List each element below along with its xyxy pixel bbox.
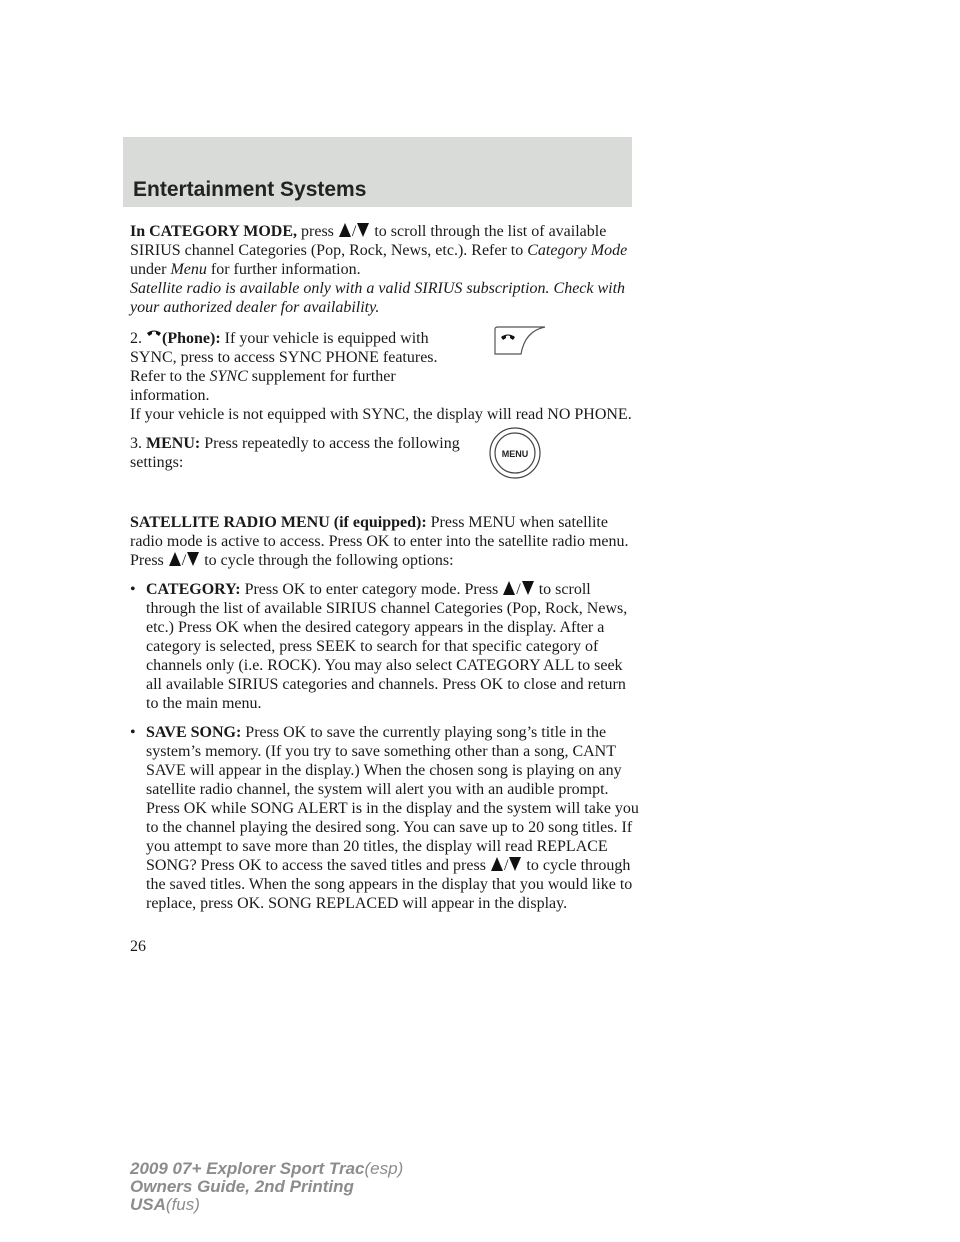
phone-paragraph: 2. (Phone): If your vehicle is equipped with SYNC, press to access SYNC PHONE features. Refer to the SYNC supplement for further information. xyxy=(130,327,470,405)
no-phone-note: If your vehicle is not equipped with SYNC, the display will read NO PHONE. xyxy=(130,406,632,423)
subscription-note: Satellite radio is available only with a valid SIRIUS subscription. Check with your authorized dealer for availability. xyxy=(130,280,626,316)
category-label: CATEGORY: xyxy=(146,581,241,598)
footer xyxy=(130,1160,403,1214)
bullet-dot: • xyxy=(130,581,136,598)
down-arrow-icon xyxy=(521,580,535,596)
phone-label: (Phone): xyxy=(162,330,221,347)
up-arrow-icon xyxy=(490,856,504,872)
page-body xyxy=(130,222,640,913)
up-arrow-icon xyxy=(338,222,352,238)
category-mode-ref: Category Mode xyxy=(527,242,628,259)
menu-button-icon xyxy=(489,427,541,479)
bullet-dot: • xyxy=(130,724,136,741)
phone-button-icon xyxy=(493,325,547,355)
footer-line-1: 2009 07+ Explorer Sport Trac(esp) xyxy=(130,1159,404,1178)
section-title: Entertainment Systems xyxy=(133,178,367,201)
satellite-menu-label: SATELLITE RADIO MENU (if equipped): xyxy=(130,514,427,531)
category-mode-label: In CATEGORY MODE, xyxy=(130,223,298,240)
down-arrow-icon xyxy=(356,222,370,238)
down-arrow-icon xyxy=(186,551,200,567)
up-arrow-icon xyxy=(168,551,182,567)
menu-button-label: MENU xyxy=(501,449,529,459)
section-header xyxy=(123,137,632,207)
footer-line-2: Owners Guide, 2nd Printing xyxy=(130,1177,354,1196)
phone-icon xyxy=(146,327,162,339)
category-bullet: • CATEGORY: Press OK to enter category mode. Press / to scroll through the list of available SIRIUS channel Categories (Pop, Rock, News, etc.) Press OK when the desired category appears in the display. After a category is selected, press SEEK to search for that specific category of channels only (i.e. ROCK). You may also select CATEGORY ALL to seek all available SIRIUS categories and channels. Press OK to close and return to the main menu. xyxy=(130,581,628,712)
page-number: 26 xyxy=(130,938,146,955)
menu-paragraph: 3. MENU: Press repeatedly to access the following settings: xyxy=(130,435,460,471)
up-arrow-icon xyxy=(502,580,516,596)
save-song-bullet: • SAVE SONG: Press OK to save the currently playing song’s title in the system’s memory. (If you try to save something other than a song, CANT SAVE will appear in the display.) When the chosen song is playing on any satellite radio channel, the system will alert you with an audible prompt. Press OK while SONG ALERT is in the display and the system will take you to the channel playing the desired song. You can save up to 20 song titles. If you attempt to save more than 20 titles, the display will read REPLACE SONG? Press OK to access the saved titles and press / to cycle through the saved titles. When the song appears in the display that you would like to replace, press OK. SONG REPLACED will appear in the display. xyxy=(130,724,639,912)
intro-paragraph: In CATEGORY MODE, press / to scroll through the list of available SIRIUS channel Categories (Pop, Rock, News, etc.). Refer to Category Mode under Menu for further information. xyxy=(130,223,628,278)
menu-ref: Menu xyxy=(170,261,207,278)
footer-line-3: USA(fus) xyxy=(130,1195,200,1214)
down-arrow-icon xyxy=(508,856,522,872)
sync-ref: SYNC xyxy=(209,368,248,385)
satellite-menu-paragraph: SATELLITE RADIO MENU (if equipped): Press MENU when satellite radio mode is active to access. Press OK to enter into the satellite radio menu. Press / to cycle through the following options: xyxy=(130,514,629,569)
save-song-label: SAVE SONG: xyxy=(146,724,242,741)
menu-label: MENU: xyxy=(146,435,201,452)
